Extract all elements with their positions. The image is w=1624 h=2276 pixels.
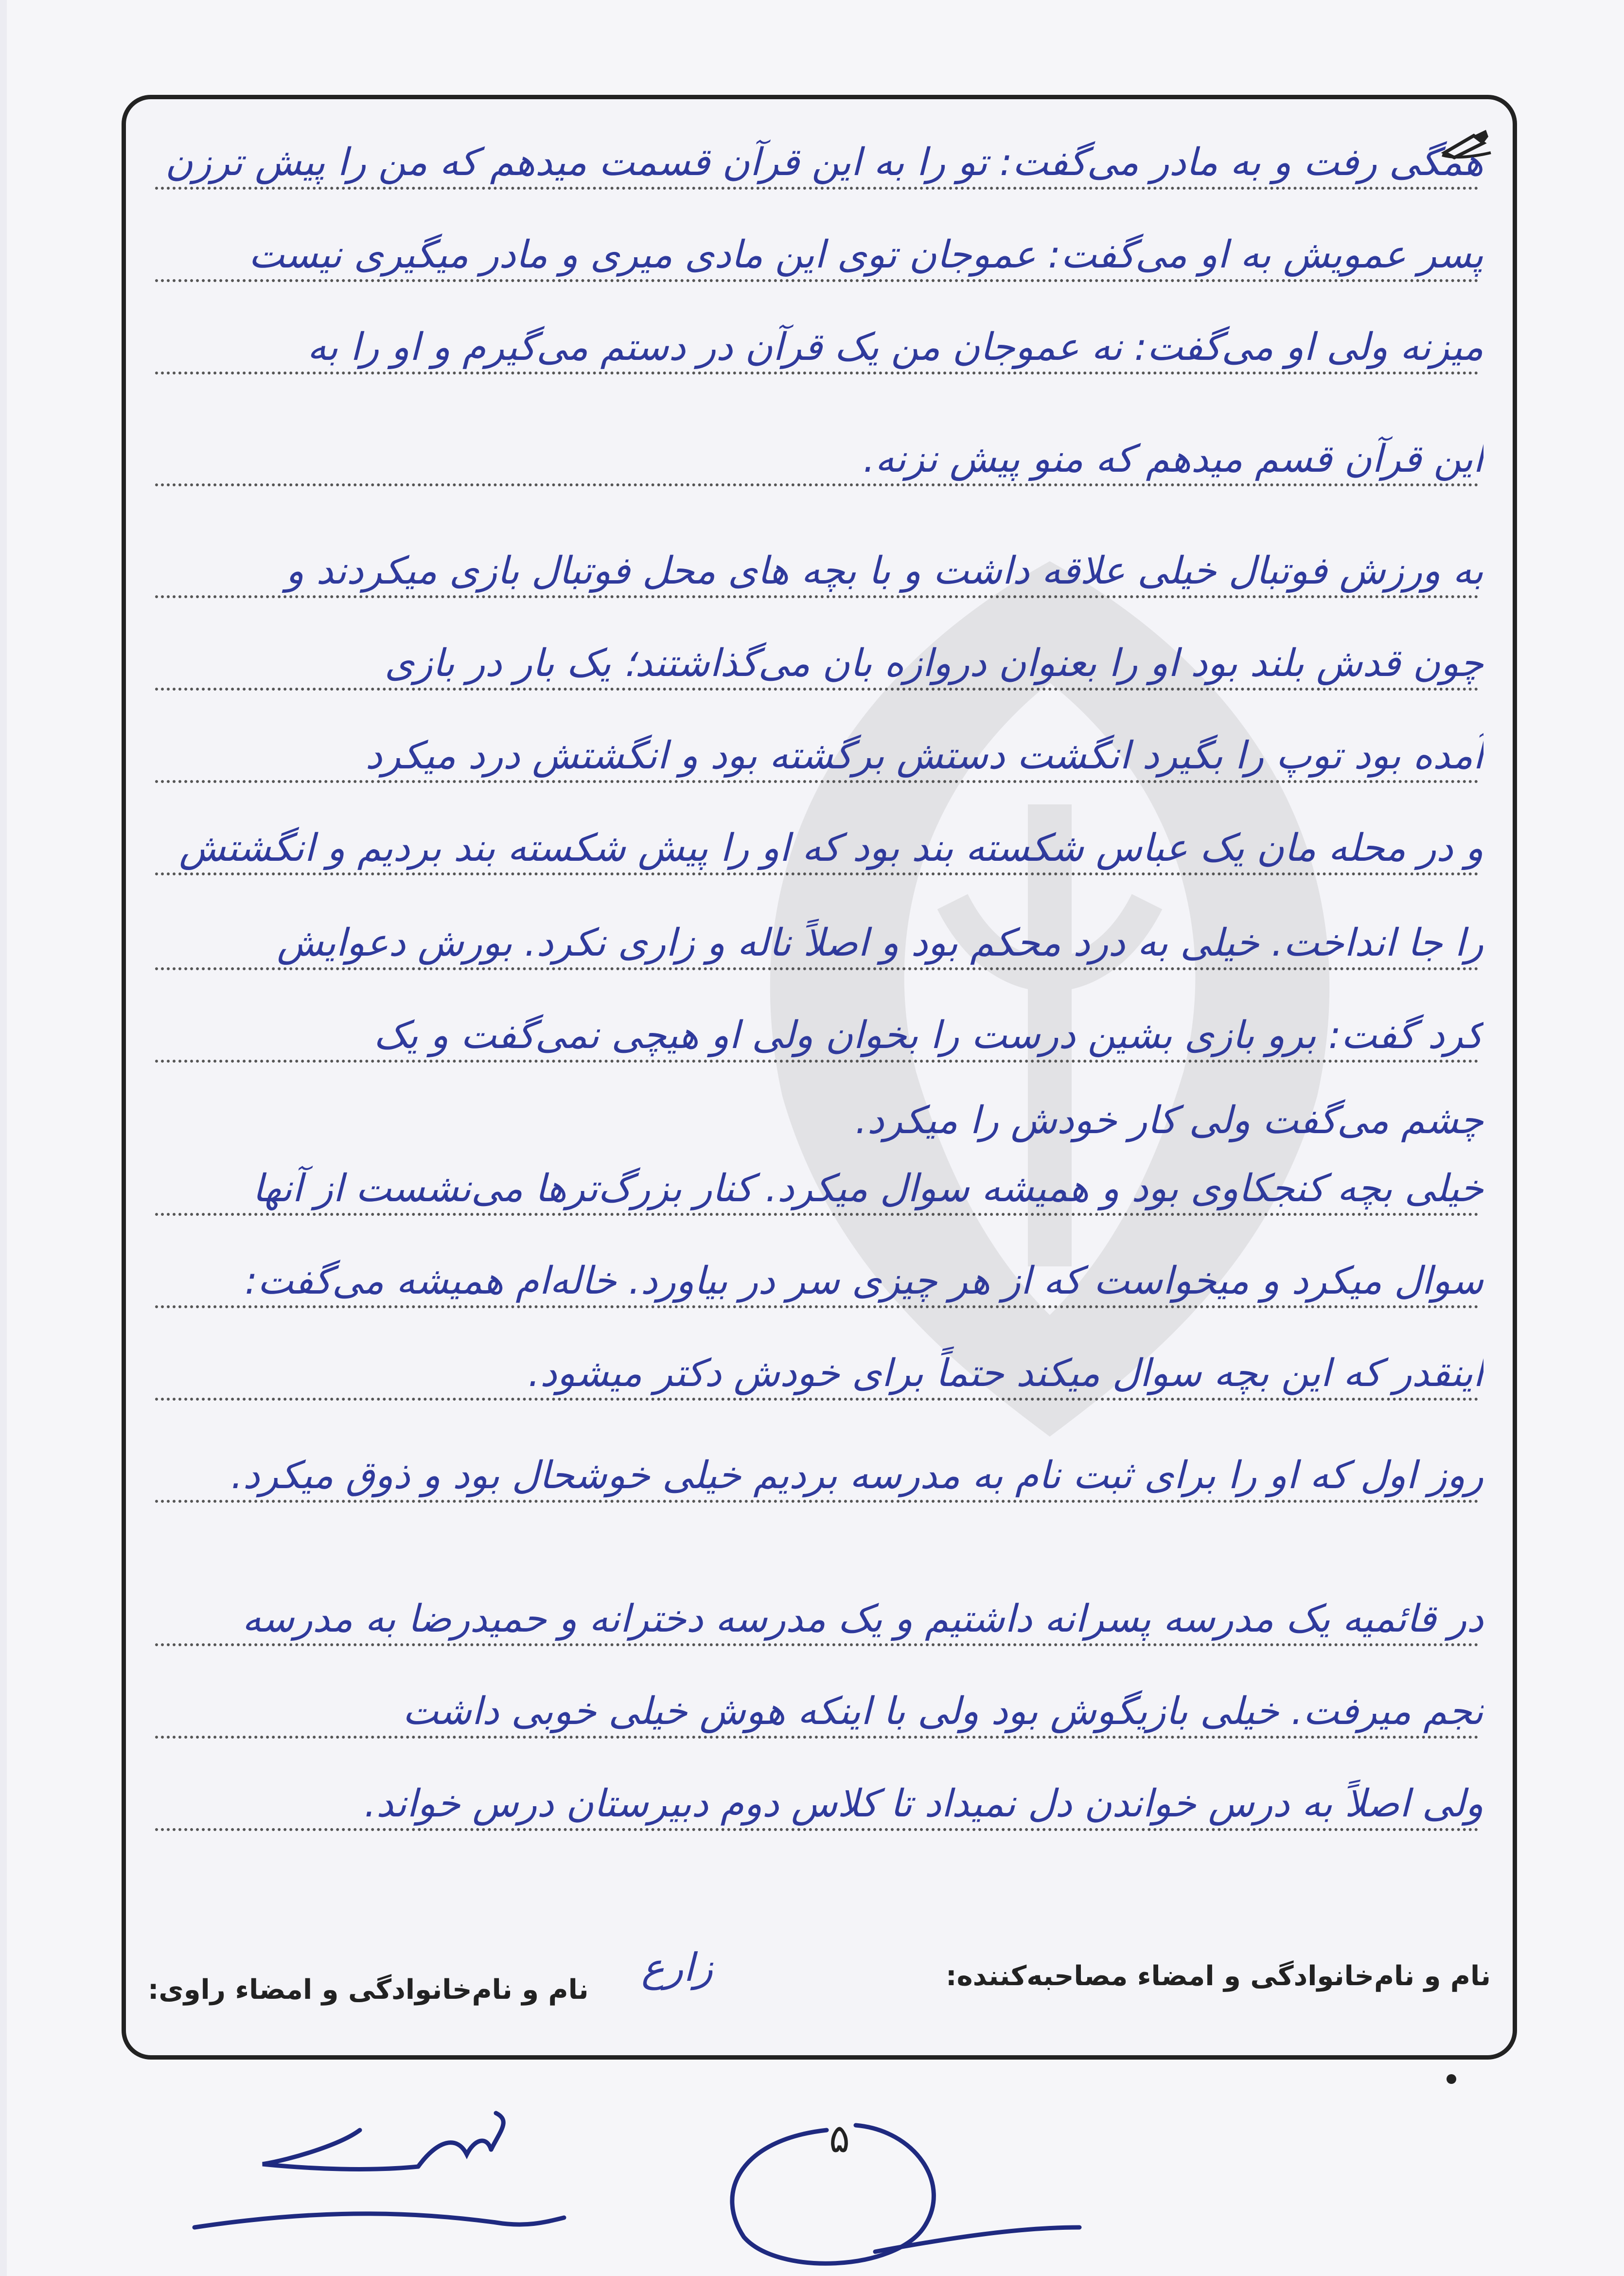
handwritten-line: روز اول که او را برای ثبت نام به مدرسه بردیم خیلی خوشحال بود و ذوق میکرد. — [230, 1454, 1483, 1497]
handwritten-line: پسر عمویش به او می‌گفت: عموجان توی این مادی میری و مادر میگیری نیست — [248, 233, 1483, 277]
handwritten-line: کرد گفت: برو بازی بشین درست را بخوان ولی او هیچی نمی‌گفت و یک — [373, 1014, 1483, 1057]
handwritten-line: نجم میرفت. خیلی بازیگوش بود ولی با اینکه هوش خیلی خوبی داشت — [402, 1689, 1483, 1733]
handwritten-signatures — [0, 2067, 1624, 2276]
page-number: ۵ — [829, 2116, 850, 2161]
handwritten-line: را جا انداخت. خیلی به درد محکم بود و اصلاً ناله و زاری نکرد. بورش دعوایش — [277, 921, 1483, 965]
lined-form-frame — [122, 95, 1517, 2060]
handwritten-line: سوال میکرد و میخواست که از هر چیزی سر در بیاورد. خاله‌ام همیشه می‌گفت: — [245, 1259, 1483, 1303]
handwritten-line: ولی اصلاً به درس خواندن دل نمیداد تا کلاس دوم دبیرستان درس خواند. — [364, 1782, 1483, 1826]
handwritten-line: اینقدر که این بچه سوال میکند حتماً برای خودش دکتر میشود. — [528, 1351, 1483, 1395]
narrator-signature-label: نام و نام‌خانوادگی و امضاء راوی: — [148, 1974, 589, 2006]
handwritten-line: خیلی بچه کنجکاوی بود و همیشه سوال میکرد. کنار بزرگ‌ترها می‌نشست از آنها — [252, 1167, 1483, 1210]
handwritten-line: چون قدش بلند بود او را بعنوان دروازه بان می‌گذاشتند؛ یک بار در بازی — [384, 641, 1483, 685]
handwritten-line: میزنه ولی او می‌گفت: نه عموجان من یک قرآن در دستم می‌گیرم و او را به — [307, 325, 1483, 369]
handwritten-line: در قائمیه یک مدرسه پسرانه داشتیم و یک مدرسه دخترانه و حمیدرضا به مدرسه — [242, 1597, 1483, 1641]
handwritten-line: و در محله مان یک عباس شکسته بند بود که او را پیش شکسته بند بردیم و انگشتش — [179, 826, 1483, 870]
handwritten-line: این قرآن قسم میدهم که منو پیش نزنه. — [863, 437, 1483, 481]
interviewer-signature-label: نام و نام‌خانوادگی و امضاء مصاحبه‌کننده: — [946, 1960, 1491, 1992]
handwritten-line: چشم می‌گفت ولی کار خودش را میکرد. — [855, 1099, 1483, 1142]
handwritten-line: آمده بود توپ را بگیرد انگشت دستش برگشته بود و انگشتش درد میکرد — [365, 734, 1483, 778]
interviewer-signature-scribble — [732, 2125, 1079, 2263]
handwritten-line: همگی رفت و به مادر می‌گفت: تو را به این قرآن قسمت میدهم که من را پیش ترزن — [165, 141, 1483, 184]
narrator-signature-scribble — [194, 2113, 564, 2227]
interviewer-signature: زارع — [641, 1945, 713, 1990]
handwritten-line: به ورزش فوتبال خیلی علاقه داشت و با بچه های محل فوتبال بازی میکردند و — [285, 549, 1483, 593]
